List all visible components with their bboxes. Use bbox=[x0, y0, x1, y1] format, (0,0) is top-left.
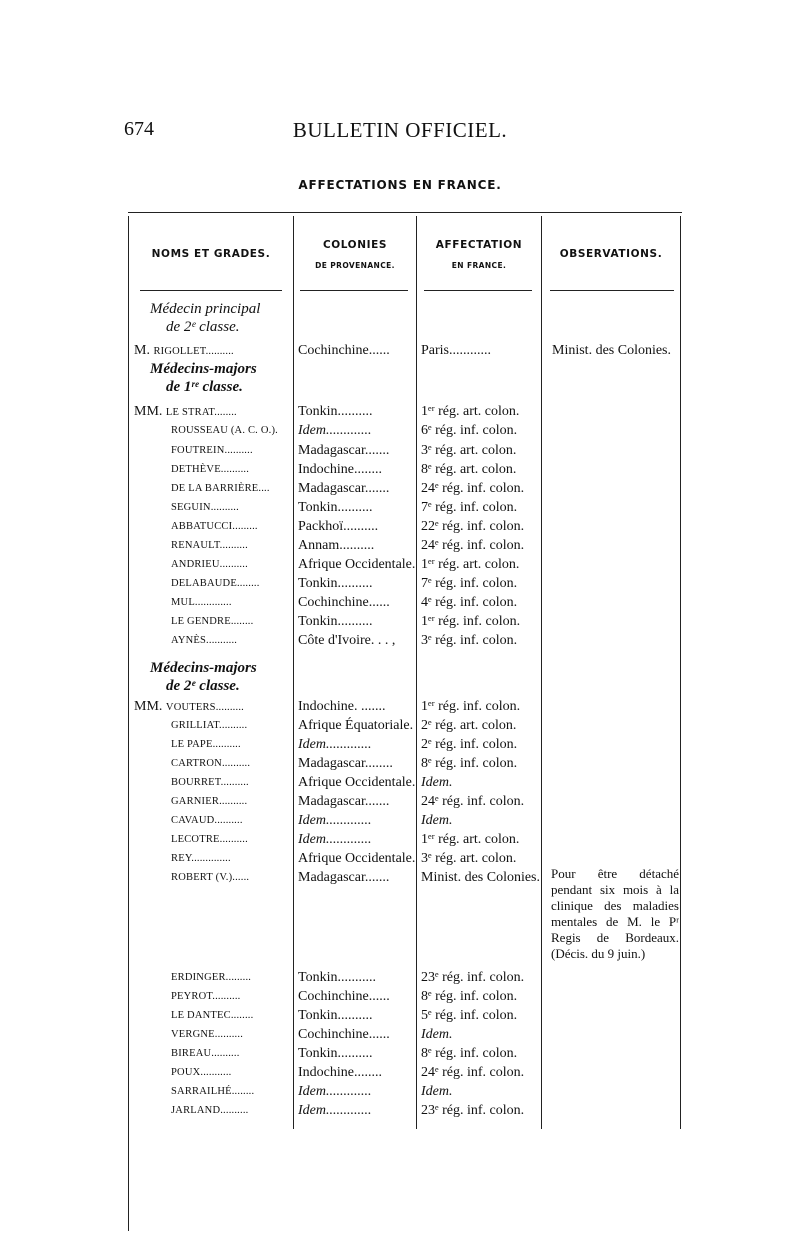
row-colonie: Tonkin.......... bbox=[298, 1008, 373, 1023]
row-name bbox=[171, 612, 253, 631]
row-colonie: Afrique Occidentale. bbox=[298, 775, 416, 790]
row-colonie: Idem............. bbox=[298, 423, 372, 438]
header-names-label: NOMS ET GRADES. bbox=[151, 248, 271, 260]
row-colonie: Madagascar....... bbox=[298, 870, 390, 885]
row-name bbox=[171, 830, 248, 849]
row-name bbox=[171, 811, 243, 830]
row-affectation: 8ᵉ rég. inf. colon. bbox=[421, 989, 518, 1004]
row-affectation: 8ᵉ rég. art. colon. bbox=[421, 462, 517, 477]
row-colonie: Indochine........ bbox=[298, 1065, 382, 1080]
row-name-text: GRILLIAT.......... bbox=[171, 720, 248, 731]
row-name-text: REY.............. bbox=[171, 853, 231, 864]
table-row bbox=[0, 697, 800, 716]
row-colonie: Tonkin.......... bbox=[298, 404, 373, 419]
row-name-text: CAVAUD.......... bbox=[171, 815, 243, 826]
row-name bbox=[134, 402, 237, 422]
row-name bbox=[171, 849, 231, 868]
page-number: 674 bbox=[124, 118, 154, 140]
table-row bbox=[0, 421, 800, 440]
table-row bbox=[0, 1101, 800, 1120]
row-name-text: FOUTREIN.......... bbox=[171, 445, 253, 456]
row-affectation: Paris............ bbox=[421, 343, 491, 358]
table-row bbox=[0, 341, 800, 360]
row-colonie: Madagascar........ bbox=[298, 756, 393, 771]
row-affectation: 24ᵉ rég. inf. colon. bbox=[421, 481, 525, 496]
row-name bbox=[171, 1025, 243, 1044]
table-row bbox=[0, 1082, 800, 1101]
table-row bbox=[0, 593, 800, 612]
header-colonies-label: COLONIES bbox=[322, 238, 388, 251]
group-heading bbox=[150, 360, 257, 396]
row-colonie: Afrique Occidentale. bbox=[298, 851, 416, 866]
table-row bbox=[0, 811, 800, 830]
header-observations-label: OBSERVATIONS. bbox=[559, 248, 663, 260]
row-colonie: Indochine........ bbox=[298, 462, 382, 477]
group-heading-line: de 2ᵉ classe. bbox=[166, 319, 240, 335]
group-heading bbox=[150, 300, 260, 336]
row-colonie: Madagascar....... bbox=[298, 443, 390, 458]
row-colonie: Madagascar....... bbox=[298, 794, 390, 809]
row-name-text: ROBERT (V.)...... bbox=[171, 872, 250, 883]
row-name-text: SEGUIN.......... bbox=[171, 502, 239, 513]
table-row bbox=[0, 849, 800, 868]
row-colonie: Tonkin........... bbox=[298, 970, 376, 985]
row-affectation: 6ᵉ rég. inf. colon. bbox=[421, 423, 518, 438]
header-colonies-sublabel: DE PROVENANCE. bbox=[315, 260, 395, 270]
row-name bbox=[171, 441, 253, 460]
row-name-text: BOURRET.......... bbox=[171, 777, 249, 788]
row-colonie: Tonkin.......... bbox=[298, 576, 373, 591]
row-affectation: 4ᵉ rég. inf. colon. bbox=[421, 595, 518, 610]
row-name bbox=[171, 987, 241, 1006]
row-affectation: 5ᵉ rég. inf. colon. bbox=[421, 1008, 518, 1023]
row-colonie: Afrique Occidentale. bbox=[298, 557, 416, 572]
row-colonie: Côte d'Ivoire. . . , bbox=[298, 633, 396, 648]
row-colonie: Cochinchine...... bbox=[298, 595, 390, 610]
row-name bbox=[171, 574, 260, 593]
row-colonie: Idem............. bbox=[298, 832, 372, 847]
table-row bbox=[0, 754, 800, 773]
row-affectation: 8ᵉ rég. inf. colon. bbox=[421, 1046, 518, 1061]
row-colonie: Tonkin.......... bbox=[298, 500, 373, 515]
row-name bbox=[171, 1006, 253, 1025]
row-name bbox=[171, 754, 250, 773]
row-name-text: DE LA BARRIÈRE.... bbox=[171, 483, 270, 494]
row-affectation: 7ᵉ rég. inf. colon. bbox=[421, 576, 518, 591]
row-name-prefix: M. bbox=[134, 343, 154, 358]
row-name bbox=[134, 697, 244, 717]
header-rule bbox=[550, 290, 674, 291]
row-name-text: JARLAND.......... bbox=[171, 1105, 249, 1116]
row-affectation: 3ᵉ rég. art. colon. bbox=[421, 443, 517, 458]
table-row bbox=[0, 517, 800, 536]
header-names bbox=[132, 220, 290, 288]
row-affectation: 2ᵉ rég. art. colon. bbox=[421, 718, 517, 733]
row-affectation: 1ᵉʳ rég. inf. colon. bbox=[421, 614, 521, 629]
table-row bbox=[0, 773, 800, 792]
row-affectation: 22ᵉ rég. inf. colon. bbox=[421, 519, 525, 534]
section-title: AFFECTATIONS EN FRANCE. bbox=[298, 178, 502, 192]
row-affectation: Idem. bbox=[421, 775, 453, 790]
row-name bbox=[171, 868, 249, 887]
row-name-text: ABBATUCCI......... bbox=[171, 521, 258, 532]
row-colonie: Packhoï.......... bbox=[298, 519, 379, 534]
table-row bbox=[0, 498, 800, 517]
row-name-text: ANDRIEU.......... bbox=[171, 559, 248, 570]
row-affectation: 23ᵉ rég. inf. colon. bbox=[421, 1103, 525, 1118]
row-name-prefix: MM. bbox=[134, 699, 166, 714]
row-colonie: Cochinchine...... bbox=[298, 343, 390, 358]
row-name bbox=[171, 631, 237, 650]
row-colonie: Idem............. bbox=[298, 737, 372, 752]
group-heading-line: de 1ʳᵉ classe. bbox=[166, 379, 243, 395]
table-row bbox=[0, 987, 800, 1006]
row-colonie: Idem............. bbox=[298, 1084, 372, 1099]
table-row bbox=[0, 612, 800, 631]
row-name bbox=[171, 792, 247, 811]
group-heading-line: de 2ᵉ classe. bbox=[166, 678, 240, 694]
row-colonie: Indochine. ....... bbox=[298, 699, 386, 714]
row-name bbox=[171, 498, 239, 517]
row-name-text: CARTRON.......... bbox=[171, 758, 251, 769]
row-name-text: SARRAILHÉ........ bbox=[171, 1086, 255, 1097]
table-row bbox=[0, 574, 800, 593]
header-colonies bbox=[297, 220, 413, 288]
row-name bbox=[171, 536, 248, 555]
row-name bbox=[171, 593, 232, 612]
row-name-text: LE STRAT........ bbox=[165, 407, 237, 418]
row-affectation: 24ᵉ rég. inf. colon. bbox=[421, 538, 525, 553]
table-row bbox=[0, 402, 800, 421]
row-name-text: POUX........... bbox=[171, 1067, 232, 1078]
row-name-text: VERGNE.......... bbox=[171, 1029, 244, 1040]
row-name-text: RIGOLLET.......... bbox=[153, 346, 234, 357]
row-observation: Minist. des Colonies. bbox=[552, 343, 672, 358]
row-affectation: 3ᵉ rég. inf. colon. bbox=[421, 633, 518, 648]
header-rule bbox=[140, 290, 282, 291]
group-heading bbox=[150, 659, 257, 695]
table-top-rule bbox=[128, 212, 682, 213]
row-colonie: Tonkin.......... bbox=[298, 614, 373, 629]
table-row bbox=[0, 868, 800, 887]
row-name-text: RENAULT.......... bbox=[171, 540, 248, 551]
row-affectation: 7ᵉ rég. inf. colon. bbox=[421, 500, 518, 515]
row-name bbox=[171, 555, 248, 574]
header-affectation-sublabel: EN FRANCE. bbox=[451, 260, 507, 270]
row-affectation: 2ᵉ rég. inf. colon. bbox=[421, 737, 518, 752]
row-affectation: 24ᵉ rég. inf. colon. bbox=[421, 794, 525, 809]
row-colonie: Madagascar....... bbox=[298, 481, 390, 496]
header-observations bbox=[545, 220, 677, 288]
row-colonie: Cochinchine...... bbox=[298, 989, 390, 1004]
table-row bbox=[0, 1044, 800, 1063]
row-name bbox=[171, 1101, 249, 1120]
table-row bbox=[0, 631, 800, 650]
row-name bbox=[171, 517, 258, 536]
row-affectation: 23ᵉ rég. inf. colon. bbox=[421, 970, 525, 985]
table-row bbox=[0, 555, 800, 574]
header-affectation bbox=[420, 220, 538, 288]
row-name bbox=[171, 968, 251, 987]
row-colonie: Cochinchine...... bbox=[298, 1027, 390, 1042]
row-affectation: 3ᵉ rég. art. colon. bbox=[421, 851, 517, 866]
row-name bbox=[171, 1044, 240, 1063]
group-heading-line: Médecin principal bbox=[150, 301, 261, 317]
row-colonie: Tonkin.......... bbox=[298, 1046, 373, 1061]
row-name bbox=[171, 421, 278, 440]
row-affectation: Minist. des Colonies. bbox=[421, 870, 541, 885]
table-row bbox=[0, 479, 800, 498]
row-name-text: ROUSSEAU (A. C. O.). bbox=[171, 425, 278, 436]
table-row bbox=[0, 1006, 800, 1025]
row-name bbox=[171, 716, 247, 735]
row-name-text: VOUTERS.......... bbox=[165, 702, 244, 713]
row-name bbox=[171, 1063, 231, 1082]
table-row bbox=[0, 968, 800, 987]
table-row bbox=[0, 460, 800, 479]
row-affectation: Idem. bbox=[421, 813, 453, 828]
row-name bbox=[171, 460, 249, 479]
row-affectation: 24ᵉ rég. inf. colon. bbox=[421, 1065, 525, 1080]
row-name bbox=[171, 735, 241, 754]
table-row bbox=[0, 1063, 800, 1082]
row-name-text: BIREAU.......... bbox=[171, 1048, 240, 1059]
row-affectation: 8ᵉ rég. inf. colon. bbox=[421, 756, 518, 771]
table-row bbox=[0, 735, 800, 754]
row-colonie: Idem............. bbox=[298, 1103, 372, 1118]
header-rule bbox=[300, 290, 408, 291]
row-name-text: GARNIER.......... bbox=[171, 796, 248, 807]
row-name bbox=[171, 1082, 254, 1101]
row-affectation: Idem. bbox=[421, 1084, 453, 1099]
row-affectation: Idem. bbox=[421, 1027, 453, 1042]
row-affectation: 1ᵉʳ rég. inf. colon. bbox=[421, 699, 521, 714]
row-name-text: LE PAPE.......... bbox=[171, 739, 241, 750]
row-name-text: LE DANTEC........ bbox=[171, 1010, 254, 1021]
table-row bbox=[0, 441, 800, 460]
observation-note: Pour être détaché pendant six mois à la clinique des maladies mentales de M. le Pʳ Regis de Bordeaux. (Décis. du 9 juin.) bbox=[551, 866, 679, 961]
row-name-text: ERDINGER......... bbox=[171, 972, 252, 983]
row-name bbox=[134, 341, 234, 361]
running-title: BULLETIN OFFICIEL. bbox=[292, 118, 508, 142]
table-row bbox=[0, 830, 800, 849]
row-name-prefix: MM. bbox=[134, 404, 166, 419]
row-affectation: 1ᵉʳ rég. art. colon. bbox=[421, 404, 520, 419]
group-heading-line: Médecins-majors bbox=[150, 361, 257, 377]
row-name bbox=[171, 773, 249, 792]
row-name-text: LECOTRE.......... bbox=[171, 834, 248, 845]
row-affectation: 1ᵉʳ rég. art. colon. bbox=[421, 832, 520, 847]
group-heading-line: Médecins-majors bbox=[150, 660, 257, 676]
row-colonie: Annam.......... bbox=[298, 538, 375, 553]
row-name-text: DETHÈVE.......... bbox=[171, 464, 250, 475]
row-name-text: DELABAUDE........ bbox=[171, 578, 260, 589]
table-row bbox=[0, 792, 800, 811]
row-name-text: LE GENDRE........ bbox=[171, 616, 254, 627]
row-affectation: 1ᵉʳ rég. art. colon. bbox=[421, 557, 520, 572]
row-name-text: PEYROT.......... bbox=[171, 991, 241, 1002]
header-affectation-label: AFFECTATION bbox=[435, 238, 523, 251]
row-name bbox=[171, 479, 270, 498]
table-row bbox=[0, 536, 800, 555]
row-colonie: Afrique Équatoriale. bbox=[298, 718, 414, 733]
row-name-text: MUL............. bbox=[171, 597, 232, 608]
header-rule bbox=[424, 290, 532, 291]
table-row bbox=[0, 1025, 800, 1044]
row-colonie: Idem............. bbox=[298, 813, 372, 828]
table-row bbox=[0, 716, 800, 735]
row-name-text: AYNÈS........... bbox=[171, 635, 238, 646]
